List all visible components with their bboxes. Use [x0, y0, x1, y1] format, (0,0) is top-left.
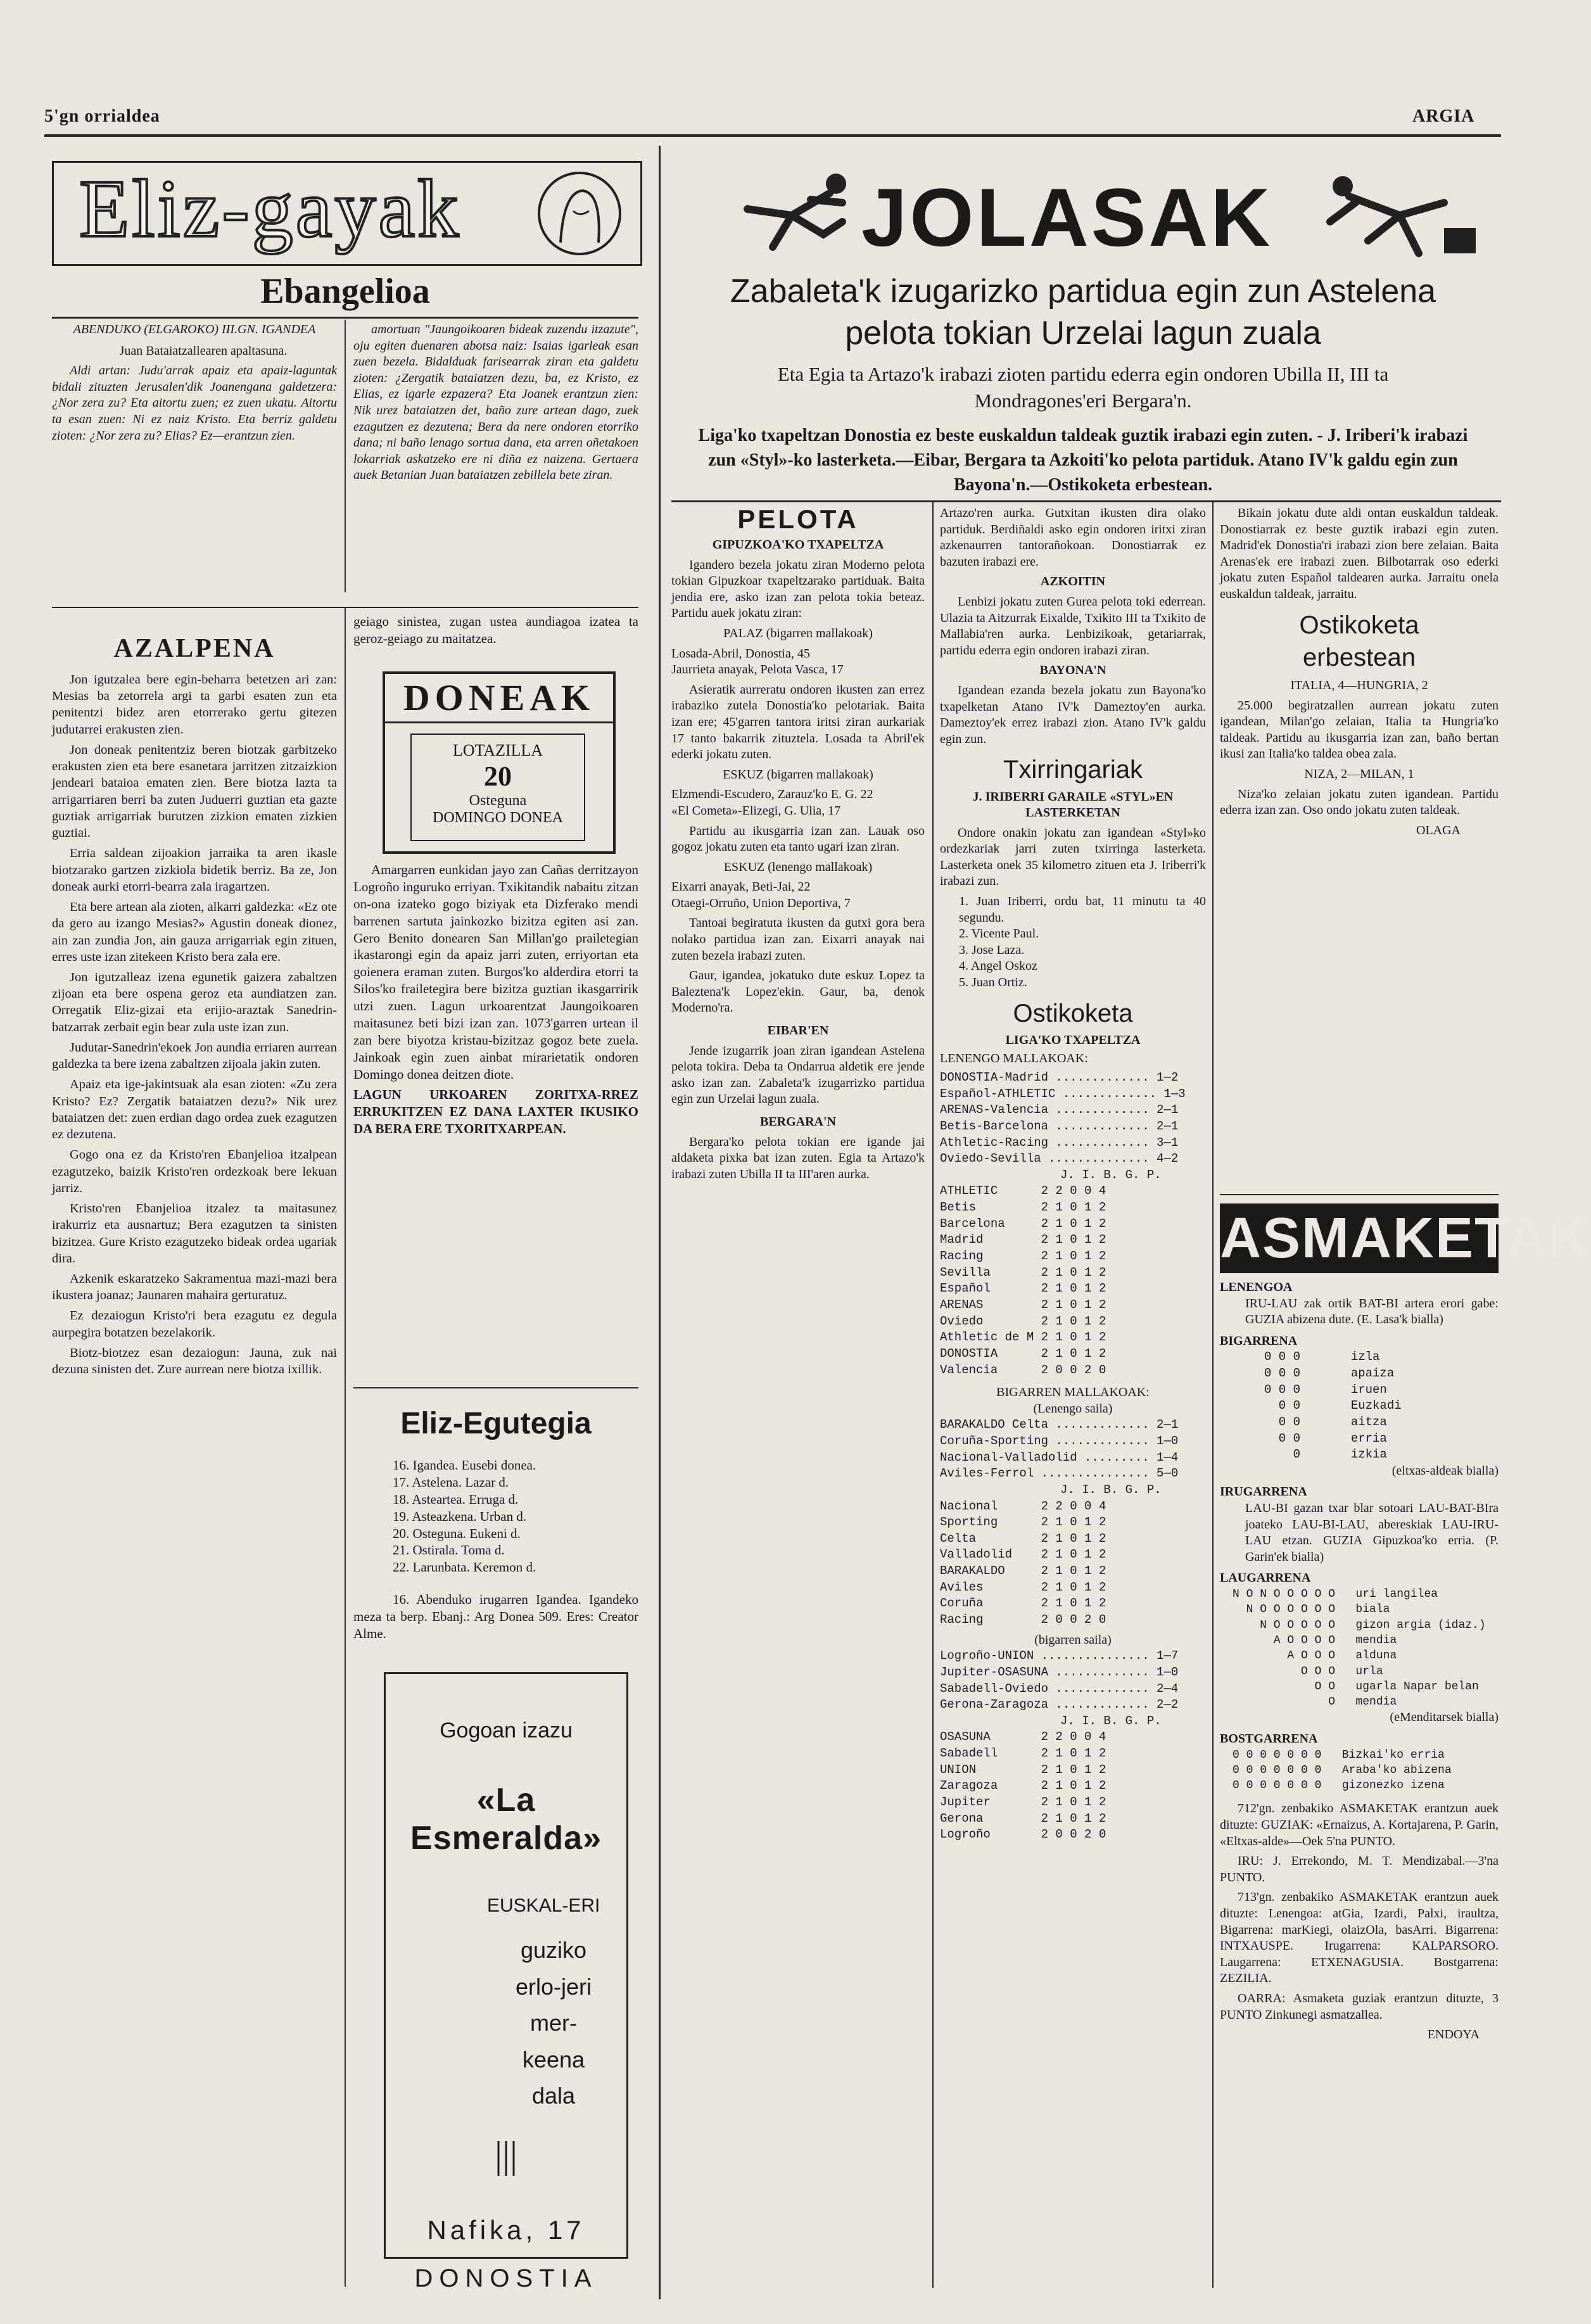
paragraph: Niza'ko zelaian jokatu zuten igandean. Partidu ederra izan zan. Oso ondo jokatu zuten taldeak. — [1220, 787, 1499, 818]
saint-portrait-icon — [526, 167, 633, 260]
paragraph: Tantoai begiratuta ikusten da gutxi gora bera nolako partidua izan zan. Eixarri anayak nai zuten bezela irabazi zuten. — [671, 916, 925, 963]
asmaketak-masthead: ASMAKETAK — [1220, 1203, 1499, 1273]
result: Jaurrieta anayak, Pelota Vasca, 17 — [671, 663, 844, 677]
paragraph: LAGUN URKOAREN ZORITXA-RREZ ERRUKITZEN EZ DANA LAXTER IKUSIKO DA BERA ERE TXORITXARPEAN. — [353, 1087, 638, 1137]
calendar-day: 22. Larunbata. Keremon d. — [393, 1559, 536, 1575]
paragraph: Azkenik eskaratzeko Sakramentua mazi-mazi bera ikustera joanaz; Jaunaren mahaira gerturatuz. — [52, 1271, 337, 1303]
subtitle: J. IRIBERRI GARAILE «STYL»EN LASTERKETAN — [972, 789, 1174, 820]
ad-line: Gogoan izazu — [440, 1718, 573, 1743]
subhead: Eta Egia ta Artazo'k irabazi zioten partidu ederra egin ondoren Ubilla II, III ta Mondragones'eri Bergara'n. — [777, 363, 1389, 412]
table-row: Jupiter 2 1 0 1 2 — [940, 1795, 1106, 1810]
table-row: Sevilla 2 1 0 1 2 — [940, 1265, 1106, 1279]
headline-1: Zabaleta'k izugarizko partidua egin zun Astelena — [730, 273, 1436, 310]
paragraph: OARRA: Asmaketa guziak erantzun dituzte, 3 PUNTO Zinkunegi asmatzallea. — [1220, 1991, 1499, 2022]
weekday: Osteguna — [469, 792, 527, 809]
doneak-box — [383, 671, 616, 854]
jolasak-masthead: JOLASAK — [861, 171, 1273, 264]
table-row: ATHLETIC 2 2 0 0 4 — [940, 1184, 1106, 1198]
paragraph: Jon igutzalleaz izena egunetik gaizera zabaltzen zijoan eta bere ospena geroz eta aundiatzen zan. Orregatik Eliz-gizai eta erijio-araztak Sanedrin-batzarrak zerbait egin bear zula uste izan zun. — [52, 970, 337, 1034]
puzzle-grid: N O N O O O O O uri langilea N O O O O O O biala N O O O O O gizon argia (idaz.) A O O O O mendia A O O O alduna O O O urla O O ugarla Napar belan O mendia — [1233, 1588, 1486, 1709]
ad-city: DONOSTIA — [414, 2264, 598, 2292]
eliz-masthead: Eliz-gayak — [79, 163, 462, 255]
table-row: ARENAS 2 1 0 1 2 — [940, 1297, 1106, 1312]
doneak-title: DONEAK — [385, 674, 613, 723]
subtitle: AZKOITIN — [1040, 575, 1106, 589]
subtitle: ESKUZ (bigarren mallakoak) — [723, 767, 873, 782]
paragraph: Biotz-biotzez esan dezaiogun: Jauna, zuk nai dezuna sinisten det. Zure aurrean nere biotza ixillik. — [52, 1345, 337, 1377]
ebangelioa-title: Ebangelioa — [260, 272, 430, 311]
day-number: 20 — [484, 761, 512, 792]
subtitle: BOSTGARRENA — [1220, 1731, 1318, 1746]
paragraph: Igandean ezanda bezela jokatu zun Bayona'ko txapelketan Atano IV'k Dameztoy'en aurka. Dameztoy'ek errez irabazi zion. Atano IV'k galdu egin zun. — [940, 683, 1206, 746]
paragraph: Ez dezaiogun Kristo'ri bera ezagutu ez degula aurpegira botatzen bezelakorik. — [52, 1309, 337, 1340]
result: Betis-Barcelona ............. 2—1 — [940, 1119, 1179, 1133]
paragraph: Bergara'ko pelota tokian ere igande jai aldaketa pixka bat izan zuten. Egia ta Artazo'k irabazi zuten Ubilla II ta III'aren aurka. — [671, 1134, 925, 1181]
result: Losada-Abril, Donostia, 45 — [671, 646, 810, 661]
ad-slogan: guziko erlo-jeri mer-keena dala — [515, 1937, 592, 2109]
table-row: Celta 2 1 0 1 2 — [940, 1531, 1106, 1546]
puzzle-credit: (eltxas-aldeak bialla) — [1391, 1463, 1499, 1478]
eliz-masthead-box — [52, 161, 642, 266]
doneak-lead — [353, 613, 638, 670]
table-row: Madrid 2 1 0 1 2 — [940, 1233, 1106, 1247]
match-result: NIZA, 2—MILAN, 1 — [1304, 766, 1414, 781]
result: Logroño-UNION ............... 1—7 — [940, 1649, 1179, 1663]
header-rule — [44, 134, 1501, 137]
table-row: Aviles 2 1 0 1 2 — [940, 1580, 1106, 1594]
subtitle: LENENGOA — [1220, 1280, 1293, 1294]
ad-region: EUSKAL-ERI — [487, 1895, 600, 1916]
signature: ENDOYA — [1427, 2028, 1480, 2042]
result: «El Cometa»-Elizegi, G. Ulia, 17 — [671, 803, 841, 818]
egutegia-title: Eliz-Egutegia — [400, 1407, 592, 1440]
page-gutter — [659, 146, 661, 2299]
paragraph: Artazo'ren aurka. Gutxitan ikusten dira olako partiduk. Berdiñaldi asko egin ondoren iritxi ziran azkenaurren tantorañokoan. Donostiarrak ez bazuten irabazi ere. — [940, 506, 1206, 569]
subtitle: LIGA'KO TXAPELTZA — [1005, 1032, 1141, 1047]
subtitle: LENENGO MALLAKOAK: — [940, 1051, 1088, 1066]
result: Sabadell-Oviedo ............. 2—4 — [940, 1681, 1179, 1696]
divider — [353, 1387, 638, 1388]
paragraph: Bikain jokatu dute aldi ontan euskaldun taldeak. Donostiarrak ez beste guztik irabazi egin zuten. Madrid'ek Donostia'ri irabazi zion bere zelaian. Baita Arenas'ek ere irabazi zuen. Bilbotarrak oso ederki jokatu zuten Español taldearen aurka. Jarraitu onela euskaldun taldeak, jarraitu. — [1220, 506, 1499, 601]
txirin-title: Txirringariak — [1003, 756, 1143, 784]
col4 — [1220, 505, 1499, 1190]
ostikoketa-title: Ostikoketa — [1013, 999, 1133, 1027]
list-item: 4. Angel Oskoz — [959, 959, 1037, 974]
dateline: ABENDUKO (ELGAROKO) III.GN. IGANDEA — [73, 322, 316, 336]
subtitle: GIPUZKOA'KO TXAPELTZA — [712, 538, 884, 552]
paragraph: LAU-BI gazan txar blar sotoari LAU-BAT-BIra joateko LAU-BI-LAU, abereskiak LAU-IRU-LAU etzan. GUZIA Gipuzkoa'ko erria. (P. Garin'ek bialla) — [1245, 1501, 1499, 1564]
table-row: Sabadell 2 1 0 1 2 — [940, 1746, 1106, 1761]
runner-right-icon — [1317, 165, 1488, 266]
subtitle: BIGARRENA — [1220, 1333, 1298, 1348]
esmeralda-ad — [384, 1672, 628, 2292]
subtitle: (Lenengo saila) — [1033, 1401, 1113, 1416]
paragraph: Gogo ona ez da Kristo'ren Ebanjelioa itzalpean ezagutzeko, baizik Kristo'ren ordezkoak bere lekuan jarriz. — [52, 1148, 337, 1195]
paragraph: Eta bere artean ala zioten, alkarri galdezka: «Ez ote da gero au izango Mesias?» Agustin doneak dionez, ain zan zundia Jon, ain gauza arrigarriak egin zituen, erres uste izan zitekeen Kristo bera zala ere. — [52, 900, 337, 964]
list-item: 5. Juan Ortiz. — [959, 975, 1027, 990]
paragraph: Lenbizi jokatu zuten Gurea pelota toki ederrean. Ulazia ta Aitzurrak Eixalde, Txikito III ta Txikito de Mallabia'ren aurka. Lenbizikoak, getariarrak, partidu ederra egin ondoren irabazi ziran. — [940, 594, 1206, 657]
subtitle: BIGARREN MALLAKOAK: — [996, 1385, 1150, 1400]
table-row: Gerona 2 1 0 1 2 — [940, 1811, 1106, 1826]
calendar-day: 19. Asteazkena. Urban d. — [393, 1508, 527, 1524]
table-row: Español 2 1 0 1 2 — [940, 1281, 1106, 1296]
erbestean-title-2: erbestean — [1303, 643, 1416, 671]
result: Español-ATHLETIC ............. 1—3 — [940, 1086, 1186, 1101]
paragraph: amortuan "Jaungoikoaren bideak zuzendu itzazute", oju egiten duenaren abotsa naiz: Isaias igarleak esan zuen bezela. Bidalduak farisearrak ziran eta galdetu zioten: ¿Zergatik bataiatzen dezu, ba, ez Kristo, ez Elias, ez igarle ezpazera? Eta Joanek erantzun zien: Nik urez bataiatzen det, baño zure artean dago, zuek ezagutzen ez dezutena; Bera da nere ondoren etorriko dana; ni baño lenago sortua dana, eta arren oñetakoen lokarriak askatzeko ere ni diña ez naizena. Gertaera auek Betanian Juan bataiatzen zebillela bete ziran. — [353, 322, 638, 483]
table-row: Oviedo 2 1 0 1 2 — [940, 1314, 1106, 1328]
calendar-day: 20. Osteguna. Eukeni d. — [393, 1525, 521, 1541]
paragraph: 712'gn. zenbakiko ASMAKETAK erantzun auek dituzte: GUZIAK: «Ernaizus, A. Kortajarena, P. Garin, «Eltxas-alde»—Oek 5'na PUNTO. — [1220, 1801, 1499, 1848]
result: Elzmendi-Escudero, Zarauz'ko E. G. 22 — [671, 787, 873, 802]
result: ARENAS-Valencia ............. 2—1 — [940, 1103, 1179, 1117]
signature: OLAGA — [1416, 823, 1461, 837]
pelota-col — [671, 537, 925, 2285]
ebangelioa-right-col — [353, 322, 638, 588]
paragraph: Aldi artan: Judu'arrak apaiz eta apaiz-laguntak bidali zituzten Jerusalen'dik Joanengana galdetzera: ¿Nor zera zu? Eta aitortu zuen; ez zuen ukatu. Aitortu ta esan zuen: Ni ez naiz Kristo. Eta berriz galdetu zioten: ¿Nor zera zu? Elias? Ez—erantzun zien. — [52, 364, 337, 443]
calendar-day: 16. Igandea. Eusebi donea. — [393, 1457, 536, 1473]
table-row: Racing 2 1 0 1 2 — [940, 1249, 1106, 1264]
list-item: 2. Vicente Paul. — [959, 927, 1039, 941]
result: Athletic-Racing ............. 3—1 — [940, 1135, 1179, 1150]
match-result: ITALIA, 4—HUNGRIA, 2 — [1290, 678, 1428, 692]
azalpena-body — [52, 671, 337, 2268]
paragraph: 16. Abenduko irugarren Igandea. Igandeko meza ta berp. Ebanj.: Arg Donea 509. Eres: Creator Alme. — [353, 1592, 638, 1641]
doneak-date-box — [410, 733, 585, 841]
paragraph: IRU-LAU zak ortik BAT-BI artera erori gabe: GUZIA abizena dute. (E. Lasa'k bialla) — [1245, 1296, 1499, 1327]
ebangelioa-left-col — [52, 322, 337, 588]
result: BARAKALDO Celta ............. 2—1 — [940, 1418, 1179, 1432]
subtitle: PALAZ (bigarren mallakoak) — [723, 626, 873, 640]
puzzle-grid: 0 0 0 izla 0 0 0 apaiza 0 0 0 iruen 0 0 Euzkadi 0 0 aitza 0 0 erria 0 izkia — [1264, 1350, 1402, 1462]
ad-mark: ||| — [494, 2133, 518, 2176]
paragraph: Jon igutzalea bere egin-beharra betetzen ari zan: Mesias ba zetorrela argi ta garbi esaten zun eta penitentzi bidez aren etorrerako gertu gitezen judutarrei erakusten zien. — [52, 673, 337, 737]
paragraph: Partidu au ikusgarria izan zan. Lauak oso gogoz jokatu zuten eta tanto ugari izan ziran. — [671, 823, 925, 854]
azalpena-title: AZALPENA — [113, 634, 276, 663]
table-row: Coruña 2 1 0 1 2 — [940, 1596, 1106, 1611]
paragraph: IRU: J. Errekondo, M. T. Mendizabal.—3'na PUNTO. — [1220, 1854, 1499, 1884]
table-row: OSASUNA 2 2 0 0 4 — [940, 1730, 1106, 1744]
egutegia-note — [353, 1591, 638, 1654]
table-header: J. I. B. G. P. — [1060, 1713, 1162, 1728]
divider — [1220, 1194, 1499, 1195]
calendar-day: 18. Asteartea. Erruga d. — [393, 1491, 519, 1507]
paragraph: 713'gn. zenbakiko ASMAKETAK erantzun auek dituzte: Lenengoa: atGia, Izardi, Palxi, iraultza, Bigarrena: marKiegi, olaizOla, basArri. Bigarrena: INTXAUSPE. Irugarrena: KALPARSORO. Laugarrena: ETXENAGUSIA. Bostgarrena: ZEZILIA. — [1220, 1890, 1499, 1986]
paragraph: geiago sinistea, zugan ustea aundiagoa izatea ta geroz-geiago zu maitatzea. — [353, 614, 638, 646]
result: Oviedo-Sevilla .............. 4—2 — [940, 1152, 1179, 1166]
paragraph: Jon doneak penitentziz beren biotzak garbitzeko erakusten zien eta bere esanetara jarritzen zitzaizkion jendeari bataioa ematen zien. Bere biotza lazta ta arrigarriaren berri ba zuten Juduerri guztian eta gazte guztiak arrigarriak burutzen zizkion ematen zizkien guztiai. — [52, 742, 337, 841]
col-divider — [345, 608, 346, 2287]
col-divider — [1212, 502, 1214, 2288]
col-divider — [932, 502, 934, 2288]
summary: Liga'ko txapeltzan Donostia ez beste euskaldun taldeak guztik irabazi egin zuten. - J. Iriberi'k irabazi zun «Styl»-ko lasterketa.—Eibar, Bergara ta Azkoiti'ko pelota partiduk. Atano IV'k galdu egin zun Bayona'n.—Ostikoketa erbestean. — [698, 426, 1468, 495]
subtitle: (bigarren saila) — [1034, 1632, 1112, 1647]
ad-street: Nafika, 17 — [427, 2214, 585, 2245]
result: Jupiter-OSASUNA ............. 1—0 — [940, 1665, 1179, 1679]
table-header: J. I. B. G. P. — [1060, 1167, 1162, 1182]
paragraph: Juan Bataiatzallearen apaltasuna. — [119, 343, 288, 358]
table-row: BARAKALDO 2 1 0 1 2 — [940, 1564, 1106, 1578]
paragraph: Kristo'ren Ebanjelioa itzalez ta maitasunez irakurriz eta ausnartuz; Bera ezagutzen ta sinisten bizitzea. Gure Kristo ezagutzeko bideak ordea ugariak dira. — [52, 1202, 337, 1266]
result: DONOSTIA-Madrid ............. 1—2 — [940, 1070, 1179, 1084]
paragraph: Igandero bezela jokatu ziran Moderno pelota tokian Gipuzkoar txapeltzarako partiduak. Baita jendia ere, asko izan zan pelota tokia beteaz. Partidu auek jokatu ziran: — [671, 557, 925, 621]
paragraph: Erria saldean zijoakion jarraika ta aren ikasle biotzarako gartzen zizkiola bidetik berriz. Ba ze, Jon doneak aurki etorri-bearra zala iragartzen. — [52, 846, 337, 894]
running-title: ARGIA — [1412, 106, 1475, 126]
paragraph: Gaur, igandea, jokatuko dute eskuz Lopez ta Baleztena'k Lopez'ekin. Gaur, ba, denok Moderno'ra. — [671, 968, 925, 1015]
col-divider — [345, 320, 346, 592]
subtitle: BERGARA'N — [759, 1115, 836, 1129]
table-row: Betis 2 1 0 1 2 — [940, 1200, 1106, 1215]
result: Gerona-Zaragoza ............. 2—2 — [940, 1698, 1179, 1712]
result: Otaegi-Orruño, Union Deportiva, 7 — [671, 896, 851, 910]
table-row: Zaragoza 2 1 0 1 2 — [940, 1779, 1106, 1793]
calendar-day: 17. Astelena. Lazar d. — [393, 1474, 509, 1490]
divider — [671, 500, 1501, 502]
table-row: UNION 2 1 0 1 2 — [940, 1762, 1106, 1777]
result: Eixarri anayak, Beti-Jai, 22 — [671, 880, 811, 894]
doneak-body — [353, 861, 638, 1387]
puzzle-credit: (eMenditarsek bialla) — [1390, 1710, 1499, 1725]
subtitle: ESKUZ (lenengo mallakoak) — [723, 860, 873, 874]
runner-left-icon — [697, 165, 861, 260]
table-row: DONOSTIA 2 1 0 1 2 — [940, 1346, 1106, 1361]
page-number: 5'gn orrialdea — [44, 106, 160, 126]
paragraph: 25.000 begiratzallen aurrean jokatu zuten igandean, Milan'go zelaian, Italia ta Hungria'ko taldeak. Partidu au ikusgarria izan zan, baño bertan ikusi zan Italia'ko taldea obea zala. — [1220, 698, 1499, 761]
saint-name: DOMINGO DONEA — [433, 810, 563, 826]
table-row: Logroño 2 0 0 2 0 — [940, 1827, 1106, 1842]
paragraph: Judutar-Sanedrin'ekoek Jon aundia erriaren aurrean galdezka ta bere izena zabaltzen zijoala jakin zuten. — [52, 1040, 337, 1072]
paragraph: Asieratik aurreratu ondoren ikusten zan errez irabaziko zutela Donostia'ko pelotariak. Baita izan ere; 45'garren tantora iritsi ziran aurkariak 17 tanto bakarrik zituztela. Losada ta Abril'ek ederki jokatu zuten. — [671, 682, 925, 762]
paragraph: Jende izugarrik joan ziran igandean Astelena pelota tokira. Deba ta Ondarrua aldetik ere jende asko izan zan. Zabaleta'k izugarrizko partidua egin zun Urzelai lagun zuala. — [671, 1043, 925, 1107]
asmaketak-body — [1220, 1279, 1499, 2287]
table-row: Nacional 2 2 0 0 4 — [940, 1499, 1106, 1513]
paragraph: Apaiz eta ige-jakintsuak ala esan zioten: «Zu zera Kristo? Ez? Zergatik bataiatzen dezu?» Nik urez bataiatzen det: zuen erdian dago ordea zuek ezagutzen ez dezutena. — [52, 1077, 337, 1142]
table-row: Valladolid 2 1 0 1 2 — [940, 1547, 1106, 1562]
headline-2: pelota tokian Urzelai lagun zuala — [845, 315, 1321, 352]
table-row: Athletic de M 2 1 0 1 2 — [940, 1330, 1106, 1345]
result: Nacional-Valladolid ......... 1—4 — [940, 1450, 1179, 1464]
table-row: Racing 2 0 0 2 0 — [940, 1613, 1106, 1627]
list-item: 3. Jose Laza. — [959, 943, 1025, 957]
subtitle: BAYONA'N — [1039, 663, 1106, 678]
month: LOTAZILLA — [452, 741, 543, 759]
col3 — [940, 505, 1206, 2285]
table-row: Barcelona 2 1 0 1 2 — [940, 1216, 1106, 1231]
table-header: J. I. B. G. P. — [1060, 1482, 1162, 1497]
paragraph: Amargarren eunkidan jayo zan Cañas derritzayon Logroño inguruko erriyan. Txikitandik nabaitu zitzan on-ona izateko gogo biziyak eta Dizferako mendi barrenen sartuta jainkozko bizitza egiten asi zan. Gero Benito donearen San Millan'go prailetegian ikastarongi egin da apaiz jarri zuten, erriyortan eta goienera eraman zuten. Burgos'ko alderdira etorri ta Silos'ko frailetegira bere bizitza guztian ikasgarririk utzi zuen. Lagun urkoarentzat Jaungoikoaren maitasunez beti bizi izan zan. 1073'garren urtean il zan bere biyotza kristau-bizitzaz gogoz bete zuela. Jainkoak egin zuen ainbat mirarietatik ondoren Domingo donea deitzen diote. — [353, 862, 638, 1082]
table-row: Sporting 2 1 0 1 2 — [940, 1515, 1106, 1530]
calendar-day: 21. Ostirala. Toma d. — [393, 1542, 505, 1558]
divider — [52, 317, 638, 319]
subtitle: LAUGARRENA — [1220, 1571, 1311, 1585]
subtitle: IRUGARRENA — [1220, 1485, 1307, 1499]
list-item: 1. Juan Iriberri, ordu bat, 11 minutu ta 40 segundu. — [959, 894, 1206, 925]
ad-brand: «La Esmeralda» — [410, 1782, 602, 1857]
puzzle-grid: 0 0 0 0 0 0 0 Bizkai'ko erria 0 0 0 0 0 0 0 Araba'ko abizena 0 0 0 0 0 0 0 gizonezko izena — [1233, 1748, 1452, 1793]
erbestean-title-1: Ostikoketa — [1299, 611, 1419, 639]
pelota-title: PELOTA — [737, 504, 859, 534]
table-row: Valencia 2 0 0 2 0 — [940, 1362, 1106, 1377]
result: Aviles-Ferrol ............... 5—0 — [940, 1466, 1179, 1481]
result: Coruña-Sporting ............. 1—0 — [940, 1434, 1179, 1448]
subtitle: EIBAR'EN — [767, 1024, 829, 1038]
paragraph: Ondore onakin jokatu zan igandean «Styl»ko ordezkariak jarri zuten txirringa lasterketa. Lasterketa onek 35 kilometro zituen eta J. Iriberri'k irabazi zun. — [940, 825, 1206, 889]
